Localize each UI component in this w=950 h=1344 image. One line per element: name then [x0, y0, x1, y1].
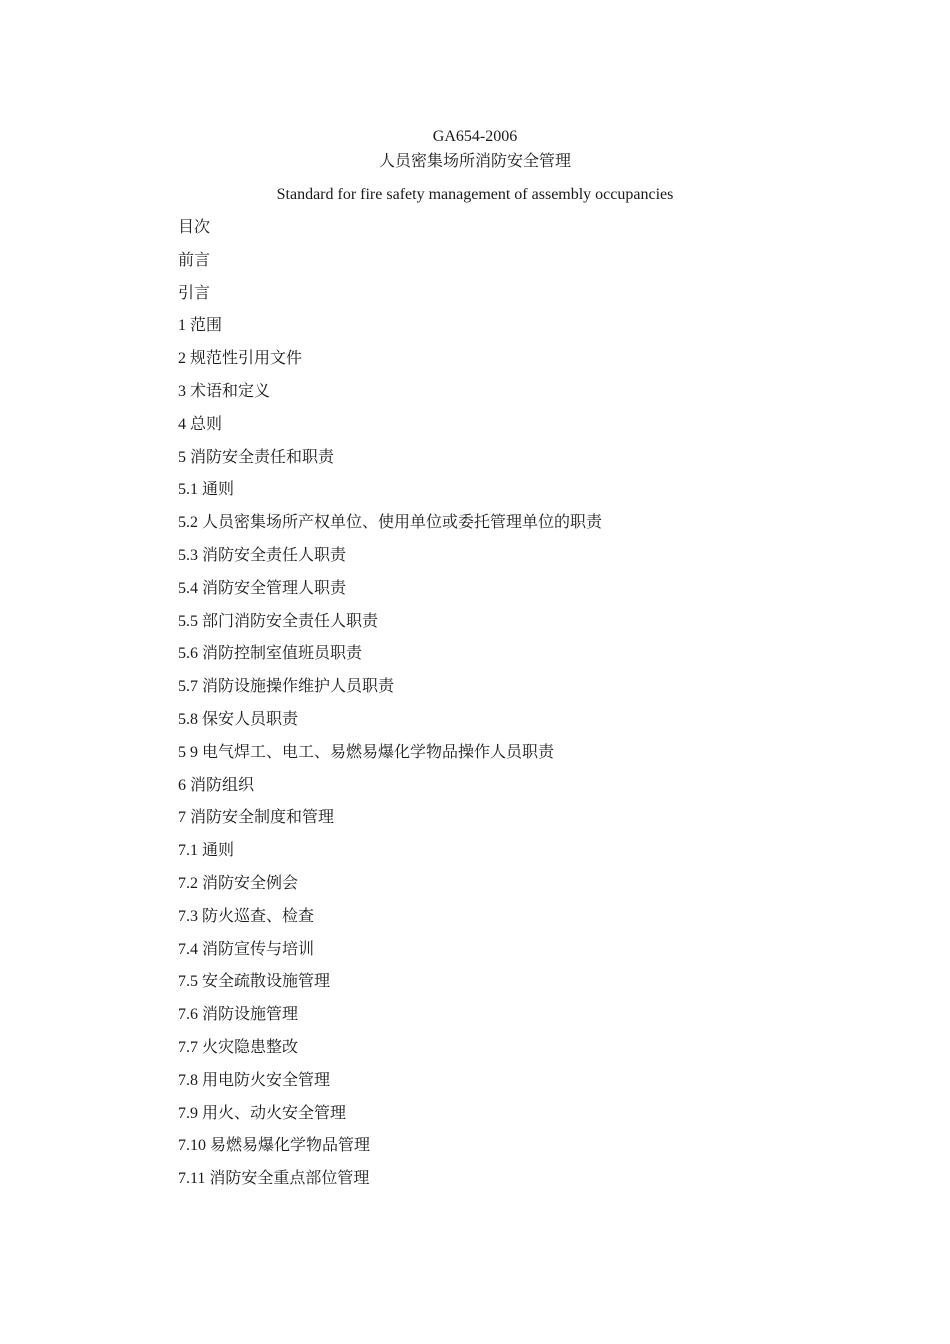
toc-item: 1 范围: [178, 317, 223, 335]
toc-item: 6 消防组织: [178, 776, 255, 794]
toc-item: 目次: [178, 219, 211, 236]
toc-item: 3 术语和定义: [178, 382, 271, 400]
table-of-contents: [178, 218, 818, 1202]
document-title-chinese: 人员密集场所消防安全管理: [378, 153, 571, 170]
toc-item: 5.5 部门消防安全责任人职责: [178, 612, 379, 630]
toc-item: 7.1 通则: [178, 842, 235, 860]
toc-item: 7.10 易燃易爆化学物品管理: [178, 1137, 371, 1155]
toc-item: 4 总则: [178, 415, 223, 433]
toc-item: 5.7 消防设施操作维护人员职责: [178, 678, 395, 696]
toc-item: 7 消防安全制度和管理: [178, 809, 335, 827]
toc-item: 5.6 消防控制室值班员职责: [178, 645, 363, 663]
document-code: GA654-2006: [432, 128, 518, 145]
toc-item: 5.2 人员密集场所产权单位、使用单位或委托管理单位的职责: [178, 514, 603, 532]
toc-item: 7.9 用火、动火安全管理: [178, 1104, 347, 1122]
toc-item: 7.11 消防安全重点部位管理: [178, 1170, 370, 1188]
toc-item: 5.4 消防安全管理人职责: [178, 579, 347, 597]
toc-item: 前言: [178, 251, 211, 269]
toc-item: 2 规范性引用文件: [178, 350, 303, 368]
document-title-english: Standard for fire safety management of assembly occupancies: [276, 186, 674, 203]
toc-item: 7.7 火灾隐患整改: [178, 1038, 299, 1056]
toc-item: 5.1 通则: [178, 481, 235, 499]
toc-item: 7.6 消防设施管理: [178, 1006, 299, 1024]
toc-item: 7.8 用电防火安全管理: [178, 1071, 331, 1089]
toc-item: 7.5 安全疏散设施管理: [178, 973, 331, 991]
toc-item: 引言: [178, 284, 211, 302]
toc-item: 5.3 消防安全责任人职责: [178, 546, 347, 564]
toc-item: 7.3 防火巡查、检查: [178, 907, 315, 925]
toc-item: 7.4 消防宣传与培训: [178, 940, 315, 958]
toc-item: 7.2 消防安全例会: [178, 874, 299, 892]
toc-item: 5 消防安全责任和职责: [178, 448, 335, 466]
toc-item: 5.8 保安人员职责: [178, 710, 299, 728]
toc-item: 5 9 电气焊工、电工、易燃易爆化学物品操作人员职责: [178, 743, 555, 761]
